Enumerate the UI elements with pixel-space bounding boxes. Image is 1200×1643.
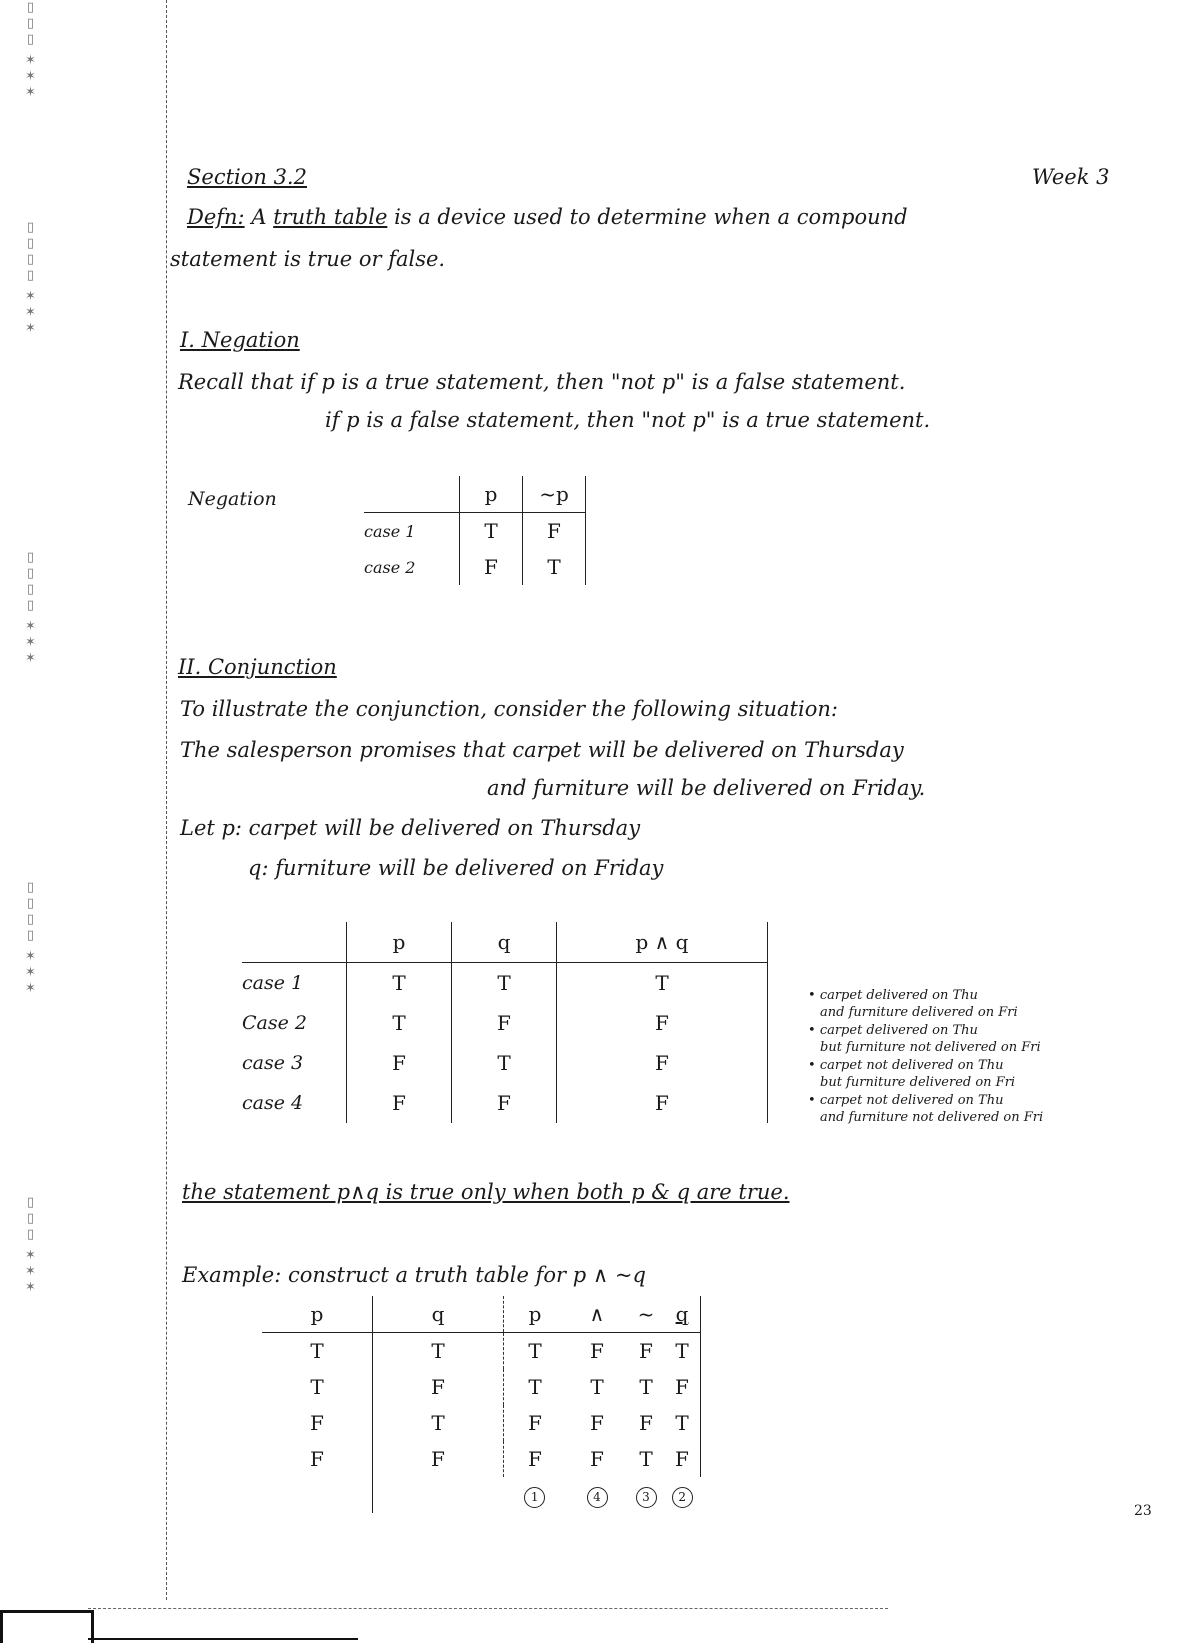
step-number: 4 <box>587 1487 608 1508</box>
table-row: F T F F F T <box>262 1405 701 1441</box>
binder-mark: ▯▯▯ ✶✶✶ <box>23 0 38 102</box>
step-number: 1 <box>524 1487 545 1508</box>
table-row: T T T F F T <box>262 1333 701 1370</box>
conjunction-promise-1: The salesperson promises that carpet will be delivered on Thursday <box>180 738 904 762</box>
definition-lead: Defn: <box>187 205 245 229</box>
table-row: case 1 T F <box>364 513 586 550</box>
margin-line <box>166 0 167 1600</box>
definition-term: truth table <box>273 205 388 229</box>
column-header-p: p <box>262 1296 373 1333</box>
column-header-q: q <box>373 1296 504 1333</box>
bottom-divider <box>88 1608 888 1609</box>
binder-mark: ▯▯▯▯ ✶✶✶ <box>23 550 38 668</box>
section-title: Section 3.2 <box>187 165 307 189</box>
case-note: • carpet not delivered on Thu but furniture delivered on Fri <box>808 1058 1043 1091</box>
definition-line-1: Defn: A truth table is a device used to determine when a compound <box>187 205 908 229</box>
negation-recall-2: if p is a false statement, then "not p" is a true statement. <box>325 408 931 432</box>
column-header-p: p <box>347 922 452 963</box>
conjunction-intro: To illustrate the conjunction, consider the following situation: <box>180 697 838 721</box>
step-order-row <box>262 1477 701 1513</box>
conjunction-promise-2: and furniture will be delivered on Friday. <box>487 776 926 800</box>
negation-table <box>364 476 586 585</box>
let-p: Let p: carpet will be delivered on Thursday <box>180 816 641 840</box>
binder-mark: ▯▯▯▯ ✶✶✶ <box>23 880 38 998</box>
table-row: case 2 F T <box>364 549 586 585</box>
column-header-q: q <box>452 922 557 963</box>
conjunction-heading: II. Conjunction <box>178 655 337 679</box>
example-table: p q p ∧ ~ q T T T F F T T F T T T F F T F F F T F F F F T F 1 4 3 2 <box>262 1296 701 1513</box>
corner-stamp <box>0 1610 94 1643</box>
conjunction-conclusion: the statement p∧q is true only when both p & q are true. <box>182 1180 790 1204</box>
column-header-not-p: ~p <box>523 476 586 513</box>
example-prompt: Example: construct a truth table for p ∧ ~q <box>182 1263 646 1287</box>
negation-recall-1: Recall that if p is a true statement, then "not p" is a false statement. <box>178 370 906 394</box>
table-row: case 3 F T F <box>242 1043 768 1083</box>
page-number: 23 <box>1134 1503 1152 1519</box>
case-note: • carpet delivered on Thu and furniture delivered on Fri <box>808 988 1043 1021</box>
week-label: Week 3 <box>1032 165 1110 189</box>
case-note: • carpet delivered on Thu but furniture not delivered on Fri <box>808 1023 1043 1056</box>
table-row: case 4 F F F <box>242 1083 768 1123</box>
column-header-p: p <box>460 476 523 513</box>
table-row: F F F F T F <box>262 1441 701 1477</box>
binder-mark: ▯▯▯▯ ✶✶✶ <box>23 220 38 338</box>
negation-table-label: Negation <box>188 488 277 510</box>
case-note: • carpet not delivered on Thu and furniture not delivered on Fri <box>808 1093 1043 1126</box>
step-number: 3 <box>636 1487 657 1508</box>
table-row: case 1 T T T <box>242 963 768 1004</box>
step-number: 2 <box>672 1487 693 1508</box>
let-q: q: furniture will be delivered on Friday <box>248 856 664 880</box>
column-header-p-and-q: p ∧ q <box>557 922 768 963</box>
negation-heading: I. Negation <box>180 328 300 352</box>
table-row: Case 2 T F F <box>242 1003 768 1043</box>
case-notes <box>808 988 1043 1128</box>
definition-line-2: statement is true or false. <box>170 247 446 271</box>
conjunction-table <box>242 922 768 1123</box>
binder-mark: ▯▯▯ ✶✶✶ <box>23 1195 38 1297</box>
table-row: T F T T T F <box>262 1369 701 1405</box>
binder-strip <box>0 0 46 1520</box>
